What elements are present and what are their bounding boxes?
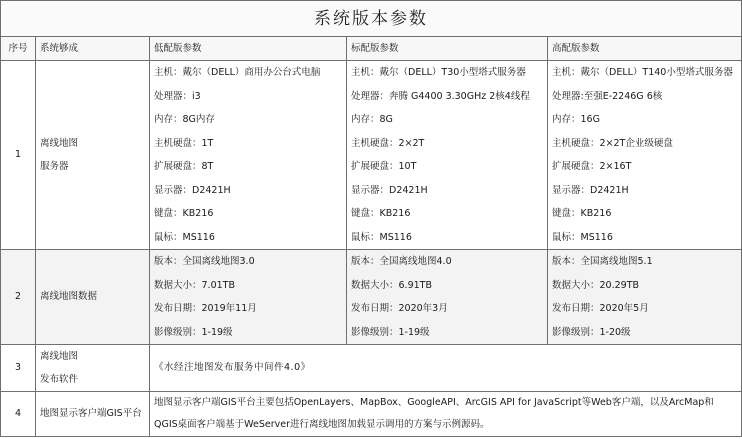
spec-line: 发布日期：2020年3月: [351, 303, 448, 314]
low-spec-cell: [150, 61, 347, 250]
header-standard: 标配版参数: [347, 37, 548, 61]
category-line: 发布软件: [40, 373, 79, 385]
table-title: 系统版本参数: [1, 1, 742, 37]
software-cell: 《水经注地图发布服务中间件4.0》: [150, 345, 742, 392]
spec-line: 显示器：D2421H: [552, 184, 629, 196]
spec-line: 键盘：KB216: [154, 208, 214, 219]
spec-line: 鼠标：MS116: [552, 231, 613, 243]
spec-line: 内存：16G: [552, 114, 600, 125]
header-high: 高配版参数: [548, 37, 742, 61]
header-system: 系统够成: [36, 37, 150, 61]
spec-line: 数据大小：6.91TB: [351, 279, 432, 291]
spec-line: 主机：戴尔（DELL）商用办公台式电脑: [154, 67, 321, 78]
spec-line: 主机硬盘：1T: [154, 137, 214, 149]
standard-spec-cell: [347, 250, 548, 345]
row-index: 3: [1, 345, 36, 392]
spec-line: 版本：全国离线地图3.0: [154, 256, 255, 267]
spec-line: 主机：戴尔（DELL）T140小型塔式服务器: [552, 67, 733, 78]
spec-line: 键盘：KB216: [351, 208, 411, 219]
spec-line: 版本：全国离线地图5.1: [552, 256, 653, 267]
low-spec-cell: [150, 250, 347, 345]
spec-line: 显示器：D2421H: [154, 184, 231, 196]
high-spec-cell: [548, 250, 742, 345]
spec-line: 主机：戴尔（DELL）T30小型塔式服务器: [351, 67, 526, 78]
spec-line: 处理器:至强E-2246G 6核: [552, 90, 663, 102]
spec-line: 内存：8G内存: [154, 114, 215, 125]
spec-line: 数据大小：20.29TB: [552, 279, 640, 291]
spec-line: 鼠标：MS116: [154, 231, 215, 243]
spec-line: 键盘：KB216: [552, 208, 612, 219]
row-index: 1: [1, 61, 36, 250]
row-category: [36, 345, 150, 392]
spec-line: 影像级别：1-19级: [154, 326, 233, 338]
row-index: 2: [1, 250, 36, 345]
spec-line: 扩展硬盘：2×16T: [552, 161, 632, 172]
spec-line: 数据大小：7.01TB: [154, 279, 235, 291]
table-row: [1, 345, 742, 392]
spec-line: 显示器：D2421H: [351, 184, 428, 196]
spec-line: 扩展硬盘：8T: [154, 161, 214, 172]
spec-line: 处理器：奔腾 G4400 3.30GHz 2核4线程: [351, 90, 530, 102]
gis-platform-cell: 地图显示客户端GIS平台主要包括OpenLayers、MapBox、GoogleAPI、ArcGIS API for JavaScript等Web客户端，以及ArcMap和QGIS桌面客户端基于WeServer进行离线地图加载显示调用的方案与示例源码。: [150, 392, 742, 437]
spec-line: 扩展硬盘：10T: [351, 161, 417, 172]
table-row: [1, 61, 742, 250]
row-category: 离线地图数据: [36, 250, 150, 345]
standard-spec-cell: [347, 61, 548, 250]
spec-line: 影像级别：1-20级: [552, 326, 631, 338]
spec-line: 发布日期：2019年11月: [154, 303, 257, 314]
row-index: 4: [1, 392, 36, 437]
spec-line: 处理器：i3: [154, 90, 201, 102]
header-index: 序号: [1, 37, 36, 61]
table-row: [1, 392, 742, 437]
spec-line: 主机硬盘：2×2T: [351, 137, 425, 149]
high-spec-cell: [548, 61, 742, 250]
spec-line: 鼠标：MS116: [351, 231, 412, 243]
category-line: 离线地图: [40, 350, 79, 362]
category-line: 服务器: [40, 160, 69, 172]
header-row: [1, 37, 742, 61]
header-low: 低配版参数: [150, 37, 347, 61]
spec-line: 内存：8G: [351, 114, 393, 125]
table-row: [1, 250, 742, 345]
category-line: 离线地图: [40, 137, 79, 149]
spec-line: 影像级别：1-19级: [351, 326, 430, 338]
spec-line: 版本：全国离线地图4.0: [351, 256, 452, 267]
row-category: 地图显示客户端GIS平台: [36, 392, 150, 437]
spec-line: 主机硬盘：2×2T企业级硬盘: [552, 137, 673, 149]
row-category: [36, 61, 150, 250]
spec-line: 发布日期：2020年5月: [552, 303, 649, 314]
